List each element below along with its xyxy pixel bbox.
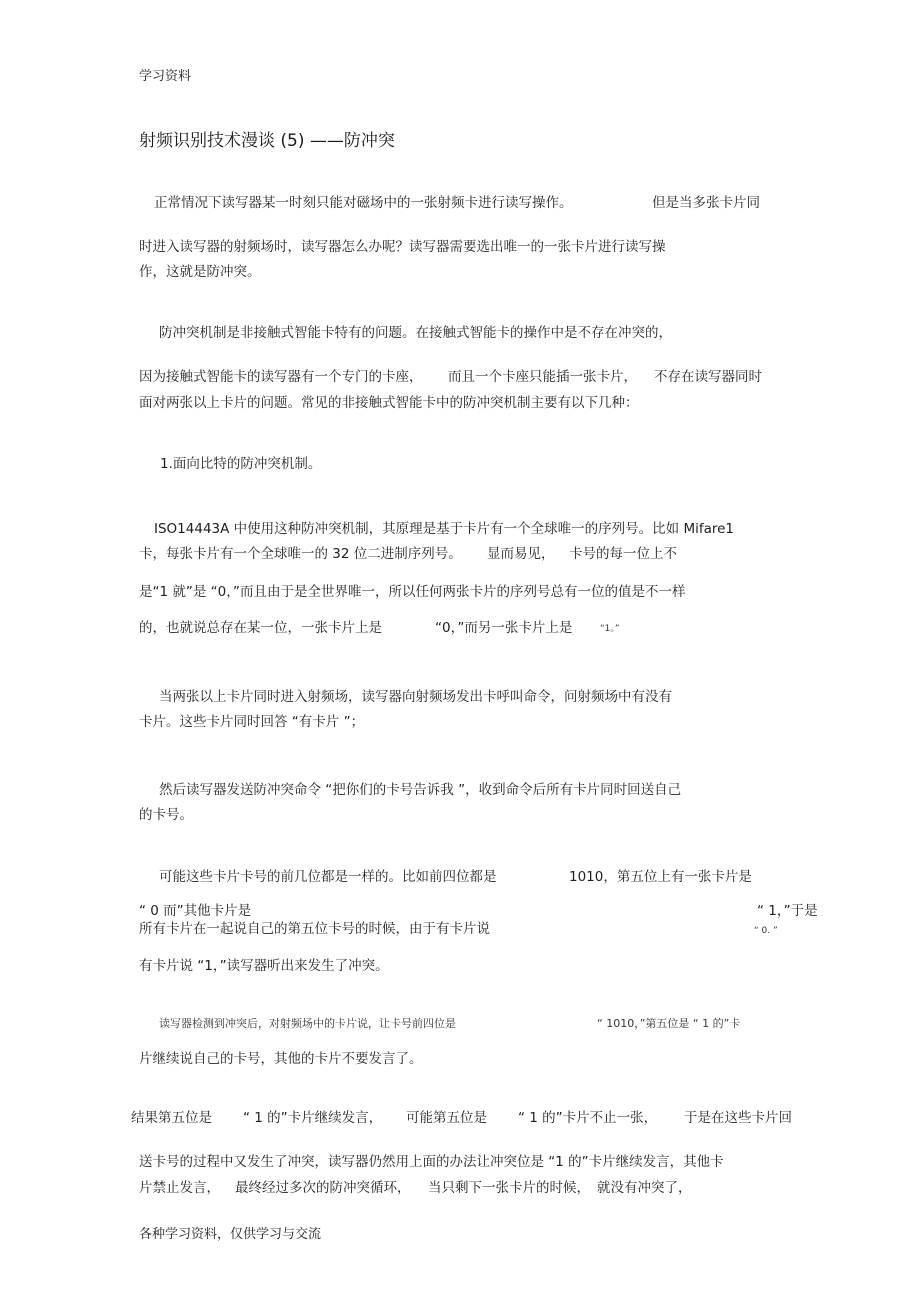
page-header: 学习资料 <box>139 69 192 84</box>
p6-line2: 的卡号。 <box>139 807 193 823</box>
p2-line3: 面对两张以上卡片的问题。常见的非接触式智能卡中的防冲突机制主要有以下几种： <box>139 395 639 411</box>
p9-line2: 送卡号的过程中又发生了冲突，读写器仍然用上面的办法让冲突位是 “1 的”卡片继续发言，其他卡 <box>139 1154 724 1170</box>
section-heading: 1.面向比特的防冲突机制。 <box>160 456 322 472</box>
p8-line1a: 读写器检测到冲突后，对射频场中的卡片说，让卡号前四位是 <box>159 1017 456 1030</box>
p4-line2a: 卡，每张卡片有一个全球唯一的 32 位二进制序列号。 <box>139 546 462 562</box>
p7-line2a: “ 0 而”其他卡片是 <box>139 903 252 919</box>
p2-line2a: 因为接触式智能卡的读写器有一个专门的卡座， <box>139 369 423 385</box>
p4-line2b: 显而易见， <box>487 546 555 562</box>
p5-line2: 卡片。这些卡片同时回答 “有卡片 ”； <box>139 714 365 730</box>
p9-line1c: 可能第五位是 <box>406 1110 487 1126</box>
p4-line2c: 卡号的每一位上不 <box>569 546 677 562</box>
p9-line1e: 于是在这些卡片回 <box>684 1110 792 1126</box>
p9-line3a: 片禁止发言， <box>139 1180 220 1196</box>
p7-line1a: 可能这些卡片卡号的前几位都是一样的。比如前四位都是 <box>159 869 497 885</box>
p4-line3: 是“1 就”是 “0，”而且由于是全世界唯一，所以任何两张卡片的序列号总有一位的值是不一样 <box>139 584 686 600</box>
page-footer: 各种学习资料，仅供学习与交流 <box>139 1227 322 1242</box>
p1-line1b: 但是当多张卡片同 <box>652 195 760 211</box>
p7-line3b: “ 0. ” <box>754 926 778 936</box>
p4-line1: ISO14443A 中使用这种防冲突机制，其原理是基于卡片有一个全球唯一的序列号。比如 Mifare1 <box>154 521 735 537</box>
p6-line1: 然后读写器发送防冲突命令 “把你们的卡号告诉我 ”，收到命令后所有卡片同时回送自己 <box>159 782 682 798</box>
p5-line1: 当两张以上卡片同时进入射频场，读写器向射频场发出卡呼叫命令，问射频场中有没有 <box>159 689 672 705</box>
p9-line1d: “ 1 的”卡片不止一张， <box>518 1110 658 1126</box>
document-title: 射频识别技术漫谈 (5) ——防冲突 <box>139 131 395 151</box>
p9-line1a: 结果第五位是 <box>131 1110 212 1126</box>
p1-line1a: 正常情况下读写器某一时刻只能对磁场中的一张射频卡进行读写操作。 <box>154 195 573 211</box>
p9-line1b: “ 1 的”卡片继续发言， <box>243 1110 383 1126</box>
p7-line3a: 所有卡片在一起说自己的第五位卡号的时候，由于有卡片说 <box>139 921 490 937</box>
p4-line4a: 的，也就说总存在某一位，一张卡片上是 <box>139 620 382 636</box>
p7-line2b: “ 1，”于是 <box>757 903 818 919</box>
p1-line2: 时进入读写器的射频场时，读写器怎么办呢？读写器需要选出唯一的一张卡片进行读写操 <box>139 239 666 255</box>
p7-line1b: 1010，第五位上有一张卡片是 <box>569 869 752 885</box>
p9-line3c: 当只剩下一张卡片的时候， <box>428 1180 590 1196</box>
p4-line4b: “0，”而另一张卡片上是 <box>435 620 573 636</box>
p1-line3: 作，这就是防冲突。 <box>139 264 261 280</box>
p4-line4c: “1。” <box>600 624 620 634</box>
p2-line2b: 而且一个卡座只能插一张卡片， <box>448 369 637 385</box>
p9-line3b: 最终经过多次的防冲突循环， <box>235 1180 411 1196</box>
p8-line1b: “ 1010，”第五位是 “ 1 的”卡 <box>597 1017 741 1030</box>
p2-line1: 防冲突机制是非接触式智能卡特有的问题。在接触式智能卡的操作中是不存在冲突的， <box>159 325 672 341</box>
p8-line2: 片继续说自己的卡号，其他的卡片不要发言了。 <box>139 1051 423 1067</box>
p9-line3d: 就没有冲突了， <box>597 1180 692 1196</box>
p2-line2c: 不存在读写器同时 <box>654 369 762 385</box>
p7-line4: 有卡片说 “1，”读写器听出来发生了冲突。 <box>139 958 389 974</box>
